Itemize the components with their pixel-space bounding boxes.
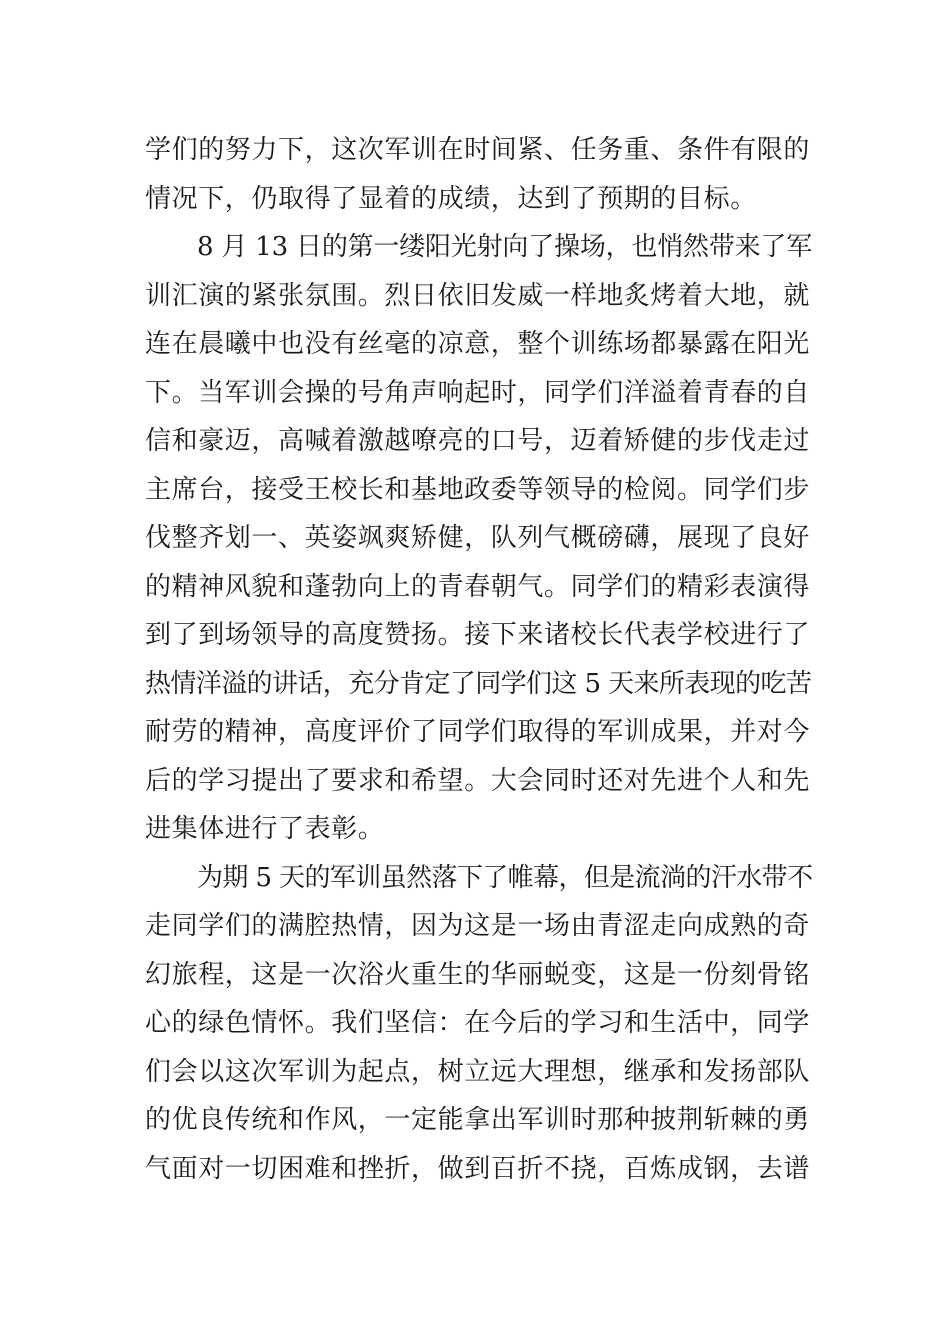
text-line: 信和豪迈，高喊着激越嘹亮的口号，迈着矫健的步伐走过 xyxy=(145,426,811,456)
text-line: 的精神风貌和蓬勃向上的青春朝气。同学们的精彩表演得 xyxy=(145,571,811,602)
text-line: 后的学习提出了要求和希望。大会同时还对先进个人和先 xyxy=(145,765,811,796)
text-line: 下。当军训会操的号角声响起时，同学们洋溢着青春的自 xyxy=(145,377,811,408)
text-line: 气面对一切困难和挫折，做到百折不挠，百炼成钢，去谱 xyxy=(145,1153,811,1184)
text-line: 学们的努力下，这次军训在时间紧、任务重、条件有限的 xyxy=(145,135,811,165)
text-line: 到了到场领导的高度赞扬。接下来诸校长代表学校进行了 xyxy=(145,620,811,650)
text-line: 的优良传统和作风，一定能拿出军训时那种披荆斩棘的勇 xyxy=(145,1105,811,1135)
text-line: 训汇演的紧张氛围。烈日依旧发威一样地炙烤着大地，就 xyxy=(145,280,811,311)
text-line: 主席台，接受王校长和基地政委等领导的检阅。同学们步 xyxy=(145,474,811,505)
text-line: 连在晨曦中也没有丝毫的凉意，整个训练场都暴露在阳光 xyxy=(145,329,811,359)
document-body xyxy=(145,126,815,1193)
text-line: 进集体进行了表彰。 xyxy=(145,814,385,844)
paragraph-start-line: 8 月 13 日的第一缕阳光射向了操场，也悄然带来了军 xyxy=(197,232,813,262)
text-line: 伐整齐划一、英姿飒爽矫健，队列气概磅礴，展现了良好 xyxy=(145,523,811,553)
text-line: 心的绿色情怀。我们坚信：在今后的学习和生活中，同学 xyxy=(145,1008,811,1038)
text-line: 耐劳的精神，高度评价了同学们取得的军训成果，并对今 xyxy=(145,717,811,747)
paragraph-start-line: 为期 5 天的军训虽然落下了帷幕，但是流淌的汗水带不 xyxy=(197,862,813,893)
text-line: 们会以这次军训为起点，树立远大理想，继承和发扬部队 xyxy=(145,1056,811,1087)
text-line: 情况下，仍取得了显着的成绩，达到了预期的目标。 xyxy=(145,183,757,214)
text-line: 幻旅程，这是一次浴火重生的华丽蜕变，这是一份刻骨铭 xyxy=(145,959,811,990)
text-line: 走同学们的满腔热情，因为这是一场由青涩走向成熟的奇 xyxy=(145,911,811,941)
text-line: 热情洋溢的讲话，充分肯定了同学们这 5 天来所表现的吃苦 xyxy=(145,668,812,699)
